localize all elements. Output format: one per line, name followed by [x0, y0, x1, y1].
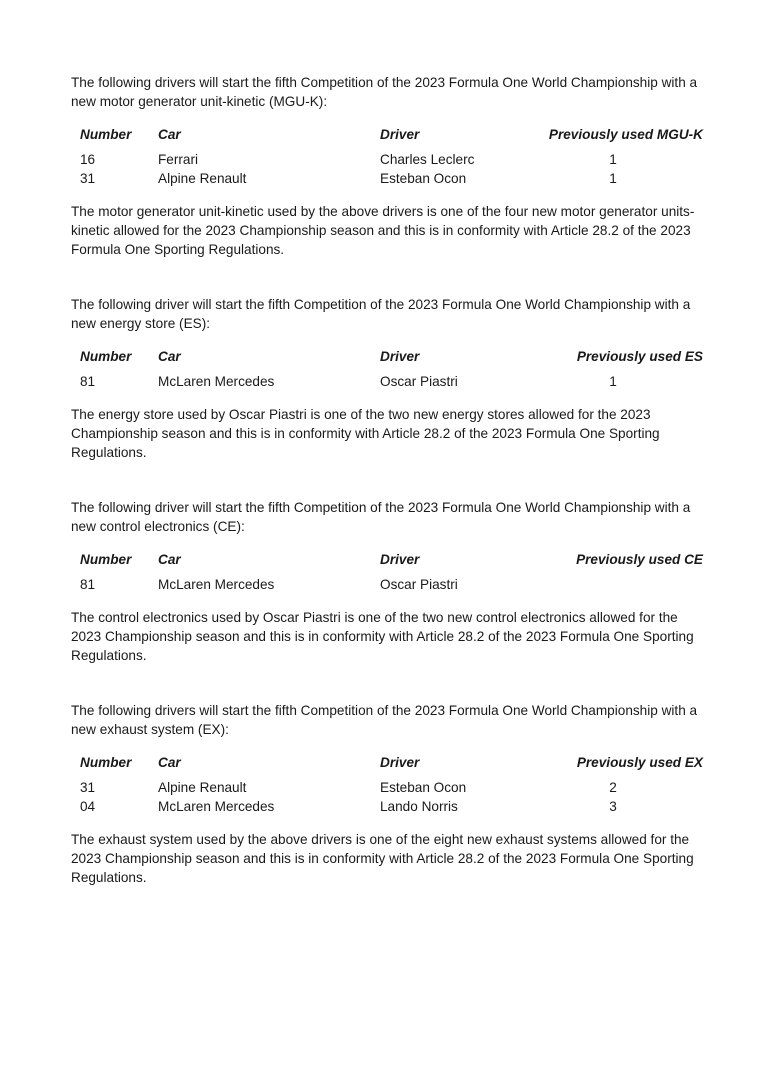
cell-car: McLaren Mercedes: [158, 577, 275, 592]
cell-number: 16: [80, 152, 96, 167]
energy-store-table: [71, 347, 711, 391]
column-header-number: Number: [80, 755, 132, 770]
intro-paragraph: The following drivers will start the fifth Competition of the 2023 Formula One World Championship with a new exhaust system (EX):: [71, 703, 698, 737]
table-row: [80, 575, 711, 594]
cell-number: 31: [80, 171, 96, 186]
cell-number: 81: [80, 577, 96, 592]
column-header-car: Car: [158, 552, 181, 567]
cell-previously-used: 3: [609, 799, 617, 814]
note-paragraph: The control electronics used by Oscar Piastri is one of the two new control electronics allowed for the 2023 Championship season and this is in conformity with Article 28.2 of the 2023 Formula One Sporting Regulations.: [71, 610, 694, 663]
column-header-car: Car: [158, 349, 181, 364]
cell-driver: Lando Norris: [380, 799, 458, 814]
cell-car: McLaren Mercedes: [158, 799, 275, 814]
section-control-electronics: [71, 498, 711, 665]
cell-previously-used: 1: [609, 374, 617, 389]
intro-paragraph: The following driver will start the fifth Competition of the 2023 Formula One World Championship with a new control electronics (CE):: [71, 500, 691, 534]
column-header-driver: Driver: [380, 127, 420, 142]
column-header-number: Number: [80, 127, 132, 142]
cell-number: 31: [80, 780, 96, 795]
table-header-row: [80, 753, 711, 772]
column-header-driver: Driver: [380, 755, 420, 770]
cell-previously-used: 1: [609, 152, 617, 167]
note-paragraph: The motor generator unit-kinetic used by the above drivers is one of the four new motor generator units-kinetic allowed for the 2023 Championship season and this is in conformity with Article 28.2 of the 2023 Formula One Sporting Regulations.: [71, 204, 695, 257]
control-electronics-table: [71, 550, 711, 594]
section-energy-store: [71, 295, 711, 462]
column-header-number: Number: [80, 349, 132, 364]
table-body: [80, 575, 711, 594]
cell-previously-used: 1: [609, 171, 617, 186]
table-header-row: [80, 347, 711, 366]
cell-car: McLaren Mercedes: [158, 374, 275, 389]
intro-paragraph: The following drivers will start the fifth Competition of the 2023 Formula One World Championship with a new motor generator unit-kinetic (MGU-K):: [71, 75, 698, 109]
table-row: [80, 150, 711, 169]
column-header-car: Car: [158, 127, 181, 142]
cell-car: Alpine Renault: [158, 171, 247, 186]
cell-car: Alpine Renault: [158, 780, 247, 795]
mgu-k-table: [71, 125, 711, 188]
cell-number: 04: [80, 799, 96, 814]
cell-car: Ferrari: [158, 152, 199, 167]
table-header-row: [80, 125, 711, 144]
note-paragraph: The exhaust system used by the above drivers is one of the eight new exhaust systems allowed for the 2023 Championship season and this is in conformity with Article 28.2 of the 2023 Formula One Sporting Regulations.: [71, 832, 694, 885]
cell-previously-used: [523, 575, 703, 594]
column-header-driver: Driver: [380, 552, 420, 567]
column-header-previously-used: Previously used ES: [576, 349, 703, 364]
column-header-driver: Driver: [380, 349, 420, 364]
table-row: [80, 169, 711, 188]
intro-paragraph: The following driver will start the fifth Competition of the 2023 Formula One World Championship with a new energy store (ES):: [71, 297, 691, 331]
section-exhaust-system: [71, 701, 711, 887]
table-row: [80, 778, 711, 797]
column-header-car: Car: [158, 755, 181, 770]
note-paragraph: The energy store used by Oscar Piastri is one of the two new energy stores allowed for the 2023 Championship season and this is in conformity with Article 28.2 of the 2023 Formula One Sporting Regulations.: [71, 407, 660, 460]
cell-previously-used: 2: [609, 780, 617, 795]
cell-driver: Esteban Ocon: [380, 780, 467, 795]
column-header-previously-used: Previously used EX: [576, 755, 703, 770]
cell-driver: Esteban Ocon: [380, 171, 467, 186]
cell-number: 81: [80, 374, 96, 389]
table-body: [80, 150, 711, 188]
exhaust-system-table: [71, 753, 711, 816]
cell-driver: Charles Leclerc: [380, 152, 475, 167]
column-header-previously-used: Previously used MGU-K: [548, 127, 703, 142]
table-row: [80, 797, 711, 816]
column-header-number: Number: [80, 552, 132, 567]
table-body: [80, 372, 711, 391]
section-mgu-k: [71, 73, 711, 259]
table-body: [80, 778, 711, 816]
column-header-previously-used: Previously used CE: [576, 552, 703, 567]
cell-driver: Oscar Piastri: [380, 577, 458, 592]
cell-driver: Oscar Piastri: [380, 374, 458, 389]
table-row: [80, 372, 711, 391]
table-header-row: [80, 550, 711, 569]
